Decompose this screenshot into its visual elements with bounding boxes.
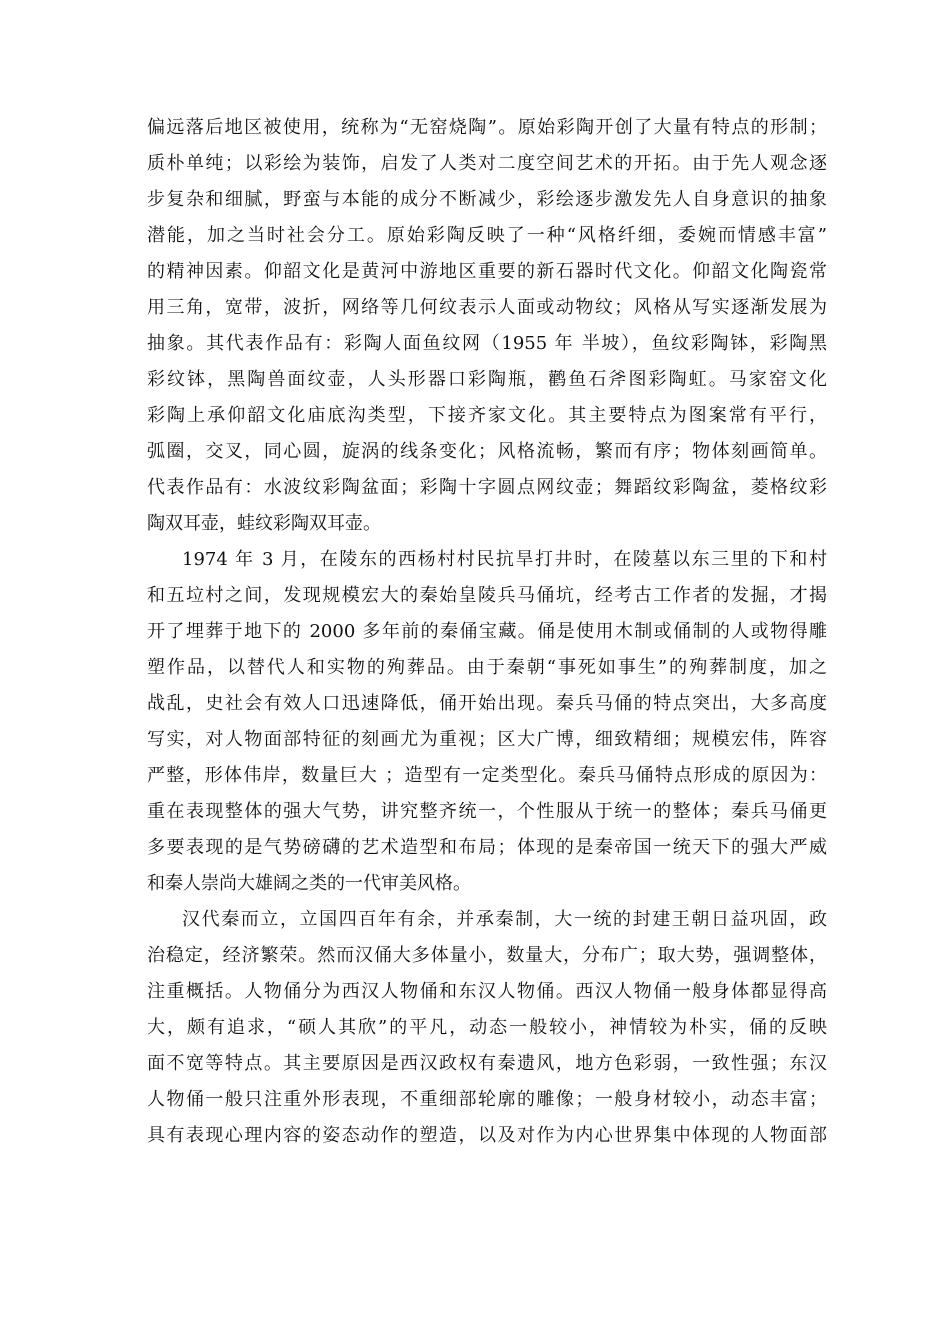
text-line: 重在表现整体的强大气势，讲究整齐统一，个性服从于统一的整体；秦兵马俑更 bbox=[147, 801, 827, 822]
text-line: 潜能，加之当时社会分工。原始彩陶反映了一种“风格纤细，委婉而情感丰富” bbox=[147, 225, 827, 246]
paragraph-first-line: 汉代秦而立，立国四百年有余，并承秦制，大一统的封建王朝日益巩固，政 bbox=[182, 909, 827, 930]
text-line: 彩纹钵，黑陶兽面纹壶，人头形器口彩陶瓶，鹳鱼石斧图彩陶虹。马家窑文化 bbox=[147, 369, 827, 390]
text-line: 多要表现的是气势磅礴的艺术造型和布局；体现的是秦帝国一统天下的强大严威 bbox=[147, 837, 827, 858]
text-line: 注重概括。人物俑分为西汉人物俑和东汉人物俑。西汉人物俑一般身体都显得高 bbox=[147, 981, 827, 1002]
text-line: 步复杂和细腻，野蛮与本能的成分不断减少，彩绘逐步激发先人自身意识的抽象 bbox=[147, 189, 827, 210]
text-line: 和秦人崇尚大雄阔之类的一代审美风格。 bbox=[147, 873, 471, 894]
text-line: 和五垃村之间，发现规模宏大的秦始皇陵兵马俑坑，经考古工作者的发掘，才揭 bbox=[147, 585, 827, 606]
text-line: 治稳定，经济繁荣。然而汉俑大多体量小，数量大，分布广；取大势，强调整体， bbox=[147, 945, 827, 966]
text-line: 严整，形体伟岸，数量巨大 ；造型有一定类型化。秦兵马俑特点形成的原因为： bbox=[147, 765, 827, 786]
text-line: 陶双耳壶，蛙纹彩陶双耳壶。 bbox=[147, 513, 381, 534]
paragraph-first-line: 1974 年 3 月，在陵东的西杨村村民抗旱打井时，在陵墓以东三里的下和村 bbox=[182, 549, 827, 570]
text-line: 开了埋葬于地下的 2000 多年前的秦俑宝藏。俑是使用木制或俑制的人或物得雕 bbox=[147, 621, 827, 642]
text-line: 塑作品，以替代人和实物的殉葬品。由于秦朝“事死如事生”的殉葬制度，加之 bbox=[147, 657, 827, 678]
text-line: 写实，对人物面部特征的刻画尤为重视；区大广博，细致精细；规模宏伟，阵容 bbox=[147, 729, 827, 750]
text-line: 战乱，史社会有效人口迅速降低，俑开始出现。秦兵马俑的特点突出，大多高度 bbox=[147, 693, 827, 714]
text-line: 人物俑一般只注重外形表现，不重细部轮廓的雕像；一般身材较小，动态丰富； bbox=[147, 1089, 827, 1110]
text-line: 质朴单纯；以彩绘为装饰，启发了人类对二度空间艺术的开拓。由于先人观念逐 bbox=[147, 153, 827, 174]
text-line: 偏远落后地区被使用，统称为“无窑烧陶”。原始彩陶开创了大量有特点的形制； bbox=[147, 117, 827, 138]
text-line: 的精神因素。仰韶文化是黄河中游地区重要的新石器时代文化。仰韶文化陶瓷常 bbox=[147, 261, 827, 282]
text-line: 抽象。其代表作品有：彩陶人面鱼纹网（1955 年 半坡），鱼纹彩陶钵，彩陶黑 bbox=[147, 333, 827, 354]
text-line: 具有表现心理内容的姿态动作的塑造，以及对作为内心世界集中体现的人物面部 bbox=[147, 1125, 827, 1146]
text-line: 面不宽等特点。其主要原因是西汉政权有秦遗风，地方色彩弱，一致性强；东汉 bbox=[147, 1053, 827, 1074]
text-line: 弧圈，交叉，同心圆，旋涡的线条变化；风格流畅，繁而有序；物体刻画简单。 bbox=[147, 441, 827, 462]
text-line: 大，颇有追求，“硕人其欣”的平凡，动态一般较小，神情较为朴实，俑的反映 bbox=[147, 1017, 827, 1038]
text-line: 彩陶上承仰韶文化庙底沟类型，下接齐家文化。其主要特点为图案常有平行， bbox=[147, 405, 827, 426]
text-line: 代表作品有：水波纹彩陶盆面；彩陶十字圆点网纹壶；舞蹈纹彩陶盆，菱格纹彩 bbox=[147, 477, 827, 498]
text-line: 用三角，宽带，波折，网络等几何纹表示人面或动物纹；风格从写实逐渐发展为 bbox=[147, 297, 827, 318]
